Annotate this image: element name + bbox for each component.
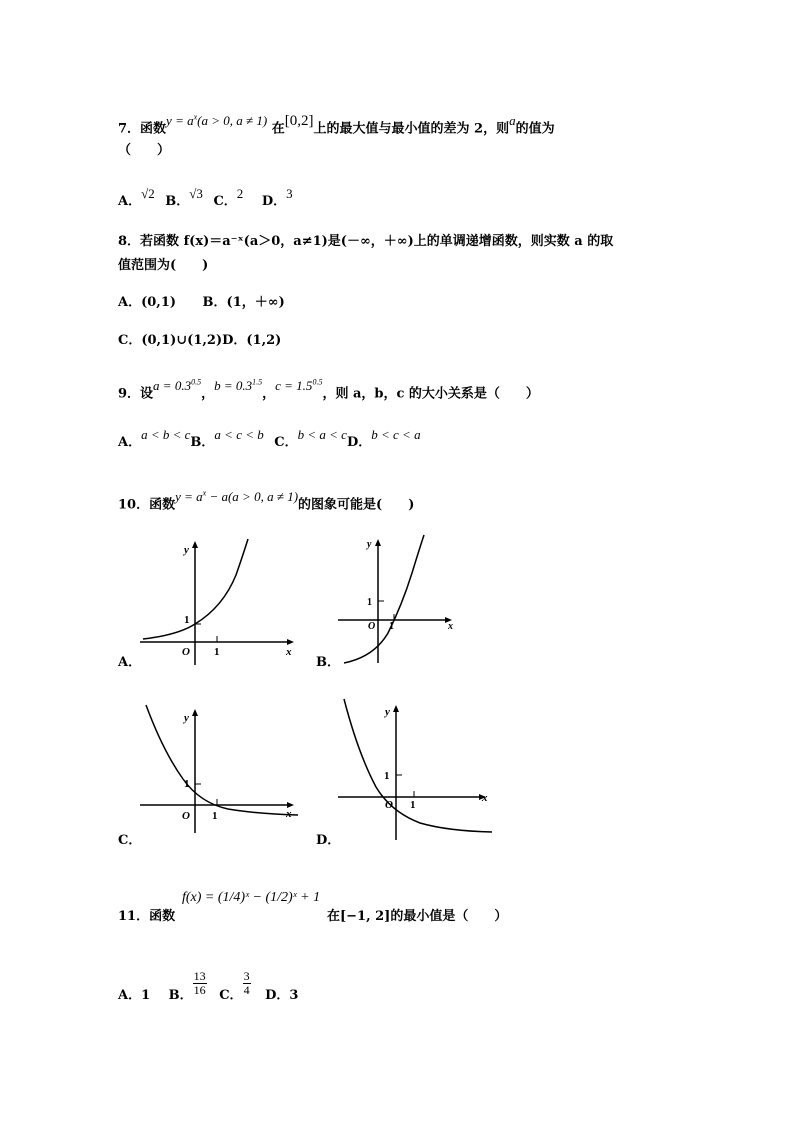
- q9-b-exp: 1.5: [252, 378, 263, 387]
- q7-option-d-label: D．: [261, 194, 287, 209]
- graph-d-tick-x-label: 1: [410, 799, 416, 811]
- q11-options: [118, 969, 299, 1009]
- q9-a-def: a = 0.3: [153, 378, 192, 394]
- q7-formula: y = a: [166, 113, 194, 129]
- q9-option-b-label: B．: [190, 435, 215, 450]
- q9-c-def: c = 1.5: [275, 378, 313, 394]
- q9-options: [118, 427, 421, 452]
- q7-option-c-label: C．: [213, 194, 237, 209]
- q9-option-d-label: D．: [346, 435, 372, 450]
- graph-a-origin: O: [182, 646, 190, 658]
- graph-c-tick-y-label: 1: [184, 778, 190, 790]
- q9-b-def: b = 0.3: [214, 378, 253, 394]
- graph-d-origin: O: [385, 799, 393, 811]
- question-9-stem: [118, 378, 539, 403]
- q9-option-c-label: C．: [274, 435, 298, 450]
- graph-d-y-arrow: [393, 705, 399, 712]
- q10-formula-exp: x: [202, 489, 207, 498]
- graph-b-tick-y-label: 1: [367, 597, 372, 608]
- graph-d-label: D．: [316, 833, 341, 848]
- graph-b-curve: [344, 535, 424, 663]
- graph-d-x-label: x: [482, 792, 488, 804]
- graph-a-x-arrow: [287, 639, 294, 645]
- graph-b-origin: O: [368, 621, 376, 632]
- graph-a-tick-x-label: 1: [214, 646, 220, 658]
- graph-d-y-label: y: [385, 706, 390, 718]
- q7-interval: [0,2]: [284, 113, 314, 130]
- q10-number: 10．函数: [118, 497, 176, 513]
- graph-a-label: A．: [118, 655, 142, 670]
- q9-sep-2: ，: [262, 386, 276, 402]
- q9-option-b-value: a < c < b: [214, 427, 264, 442]
- graph-c: [138, 703, 308, 838]
- q7-text: 上的最大值与最小值的差为 2，则: [313, 121, 510, 137]
- q9-option-c-value: b < a < c: [297, 427, 347, 442]
- graph-b: [336, 533, 476, 668]
- q8-options-row1: [118, 294, 285, 312]
- graph-c-x-label: x: [286, 808, 292, 820]
- graph-b-y-arrow: [375, 539, 381, 546]
- q7-number: 7．函数: [118, 121, 167, 137]
- q9-option-d-value: b < c < a: [371, 427, 421, 442]
- q7-option-b-label: B．: [165, 194, 190, 209]
- q7-var: a: [509, 113, 516, 129]
- q8-line2: 值范围为( ): [118, 258, 209, 273]
- graph-c-y-arrow: [192, 709, 198, 716]
- q10-formula: y = a: [175, 489, 203, 505]
- q8-line1: 8．若函数 f(x)＝a⁻ˣ(a＞0，a≠1)是(－∞，＋∞)上的单调递增函数，则实数 a 的取: [118, 234, 614, 249]
- q8-option-a-label: A．: [118, 295, 142, 310]
- q11-option-d-label: D．: [265, 988, 290, 1003]
- q9-number: 9．设: [118, 386, 154, 402]
- q11-option-a-label: A．: [118, 988, 142, 1003]
- graph-d-curve: [344, 699, 492, 832]
- q7-option-b-value: √3: [189, 186, 203, 201]
- q11-option-c-label: C．: [219, 988, 243, 1003]
- q7-options: [118, 186, 293, 211]
- q8-option-a-value: (0,1): [141, 295, 177, 310]
- q8-option-c-value: (0,1)∪(1,2): [141, 333, 223, 348]
- q8-option-c-label: C．: [118, 333, 142, 348]
- q7-text-end: 的值为: [515, 121, 555, 137]
- graph-c-tick-x-label: 1: [212, 810, 218, 822]
- graph-b-x-label: x: [448, 621, 453, 632]
- q11-number: 11．函数: [118, 909, 176, 924]
- graph-d-tick-y-label: 1: [384, 770, 390, 782]
- q11-option-d-value: 3: [289, 988, 299, 1003]
- q7-formula-cond: (a > 0, a ≠ 1): [197, 113, 268, 129]
- q9-a-exp: 0.5: [191, 378, 202, 387]
- q11-option-c-num: 3: [243, 969, 250, 983]
- graph-a-tick-y-label: 1: [184, 614, 190, 626]
- q9-option-a-value: a < b < c: [141, 427, 191, 442]
- q8-option-d-label: D．: [222, 333, 247, 348]
- q11-option-c-den: 4: [243, 983, 250, 997]
- q7-option-a-label: A．: [118, 194, 142, 209]
- q9-option-a-label: A．: [118, 435, 142, 450]
- q7-option-d-value: 3: [286, 186, 293, 201]
- graph-b-tick-x-label: 1: [389, 621, 394, 632]
- q11-option-b-label: B．: [168, 988, 193, 1003]
- graph-a-x-label: x: [286, 646, 292, 658]
- graph-b-y-label: y: [367, 539, 372, 550]
- graph-c-origin: O: [182, 810, 190, 822]
- q9-c-exp: 0.5: [312, 378, 323, 387]
- q8-options-row2: [118, 332, 281, 350]
- q8-option-d-value: (1,2): [246, 333, 282, 348]
- question-10-stem: [118, 489, 415, 514]
- question-7-stem: [118, 113, 555, 138]
- q11-text: 在[−1, 2]的最小值是（ ）: [327, 909, 508, 924]
- q10-text: 的图象可能是( ): [298, 497, 415, 513]
- q11-formula: f(x) = (1/4)ˣ − (1/2)ˣ + 1: [182, 890, 321, 905]
- q7-formula-exp: x: [193, 113, 198, 122]
- q8-option-b-label: B．: [202, 295, 227, 310]
- q11-option-a-value: 1: [141, 988, 151, 1003]
- q9-text: ，则 a，b，c 的大小关系是（ ）: [322, 386, 539, 402]
- q11-option-c-fraction: [243, 970, 251, 997]
- q7-in: 在: [271, 121, 285, 137]
- q11-option-b-den: 16: [193, 983, 206, 997]
- graph-b-label: B．: [316, 655, 340, 670]
- q7-option-a-value: √2: [141, 186, 155, 201]
- graph-c-y-label: y: [184, 712, 189, 724]
- graph-a: [138, 535, 308, 670]
- q10-formula-rest: − a(a > 0, a ≠ 1): [206, 489, 299, 505]
- q8-option-b-value: (1，＋∞): [226, 295, 285, 310]
- graph-d: [336, 695, 506, 845]
- graph-c-curve: [146, 705, 298, 815]
- q11-option-b-fraction: [193, 970, 207, 997]
- graph-a-y-label: y: [184, 544, 189, 556]
- q9-sep-1: ，: [201, 386, 215, 402]
- q7-paren: （ ）: [118, 143, 171, 158]
- q11-option-b-num: 13: [193, 969, 206, 983]
- q7-option-c-value: 2: [236, 186, 244, 201]
- graph-a-y-arrow: [192, 541, 198, 548]
- graph-c-label: C．: [118, 833, 142, 848]
